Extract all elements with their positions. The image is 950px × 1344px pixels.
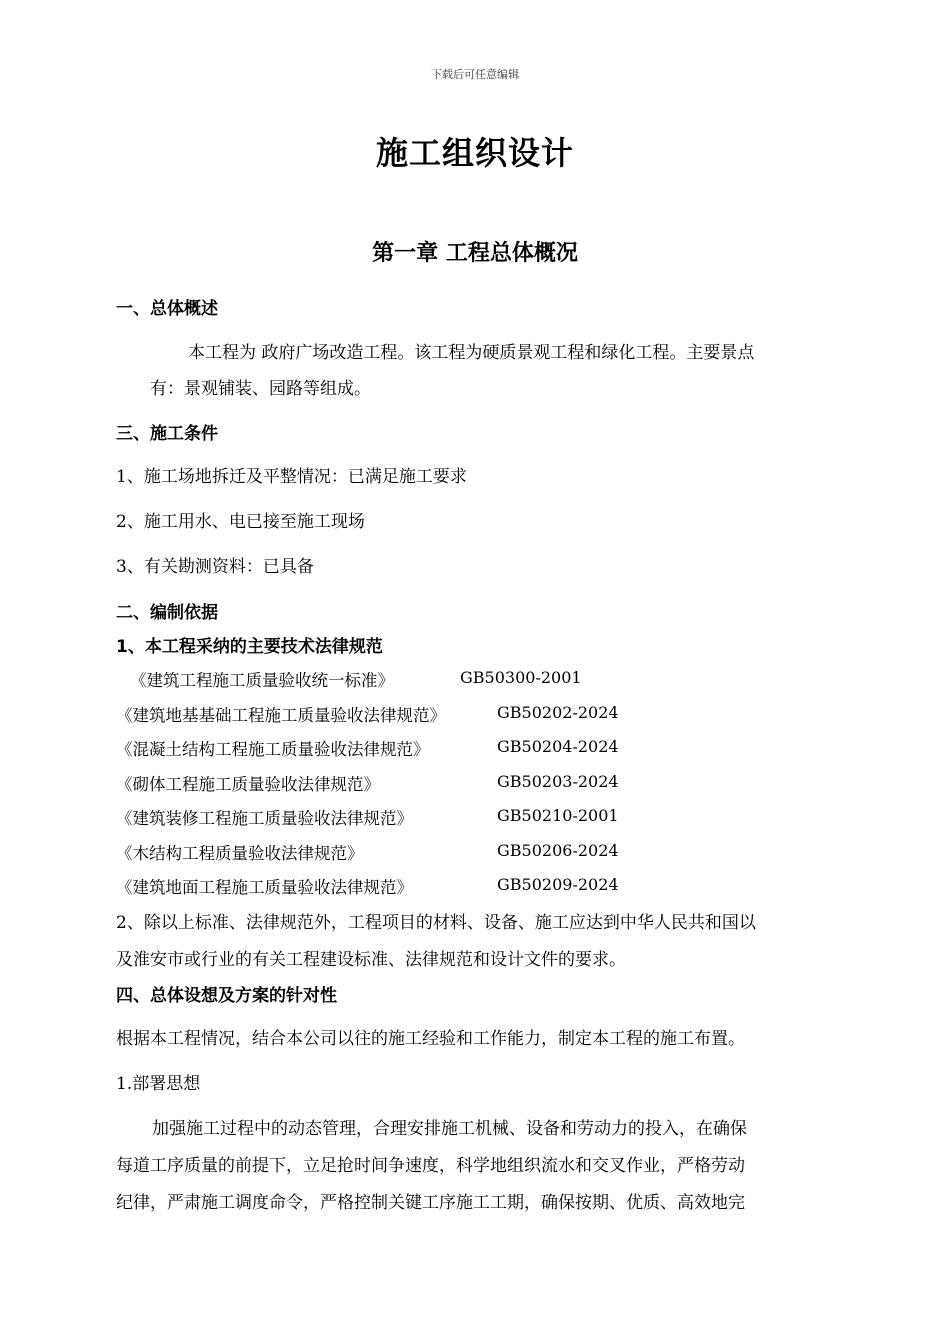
standard-code: GB50202-2024 [497,703,619,722]
deployment-paragraph-line: 加强施工过程中的动态管理，合理安排施工机械、设备和劳动力的投入，在确保 [152,1119,747,1139]
basis-paragraph-line: 及淮安市或行业的有关工程建设标准、法律规范和设计文件的要求。 [116,950,626,970]
deployment-paragraph-line: 纪律，严肃施工调度命令，严格控制关键工序施工工期，确保按期、优质、高效地完 [116,1193,745,1213]
standard-name: 《建筑地基基础工程施工质量验收法律规范》 [116,706,446,725]
chapter-title: 第一章 工程总体概况 [372,240,578,266]
section-heading-overview: 一、总体概述 [116,299,218,319]
standard-code: GB50203-2024 [497,772,619,791]
standard-name: 《混凝土结构工程施工质量验收法律规范》 [116,740,430,759]
header-note: 下载后可任意编辑 [431,68,519,81]
deployment-paragraph-line: 每道工序质量的前提下，立足抢时间争速度，科学地组织流水和交叉作业，严格劳动 [116,1156,745,1176]
condition-item: 3、有关勘测资料：已具备 [116,557,314,577]
standard-name: 《建筑地面工程施工质量验收法律规范》 [116,878,413,897]
overview-paragraph-line: 有：景观铺装、园路等组成。 [150,379,371,399]
subheading-standards: 1、本工程采纳的主要技术法律规范 [116,637,383,657]
standard-name: 《建筑工程施工质量验收统一标准》 [130,671,394,690]
plan-intro: 根据本工程情况，结合本公司以往的施工经验和工作能力，制定本工程的施工布置。 [116,1029,745,1049]
condition-item: 2、施工用水、电已接至施工现场 [116,512,365,532]
section-heading-conditions: 三、施工条件 [116,424,218,444]
standard-code: GB50210-2001 [497,806,619,825]
overview-paragraph-line: 本工程为 政府广场改造工程。该工程为硬质景观工程和绿化工程。主要景点 [188,343,755,363]
standard-code: GB50300-2001 [460,668,582,687]
section-heading-plan: 四、总体设想及方案的针对性 [116,986,337,1006]
standard-code: GB50206-2024 [497,841,619,860]
subheading-deployment: 1.部署思想 [116,1074,201,1094]
document-title: 施工组织设计 [375,134,574,172]
standard-name: 《砌体工程施工质量验收法律规范》 [116,775,380,794]
standard-name: 《木结构工程质量验收法律规范》 [116,844,364,863]
condition-item: 1、施工场地拆迁及平整情况：已满足施工要求 [116,467,467,487]
standard-code: GB50209-2024 [497,875,619,894]
section-heading-basis: 二、编制依据 [116,603,218,623]
standard-name: 《建筑装修工程施工质量验收法律规范》 [116,809,413,828]
basis-paragraph-line: 2、除以上标准、法律规范外，工程项目的材料、设备、施工应达到中华人民共和国以 [116,913,756,933]
standard-code: GB50204-2024 [497,737,619,756]
